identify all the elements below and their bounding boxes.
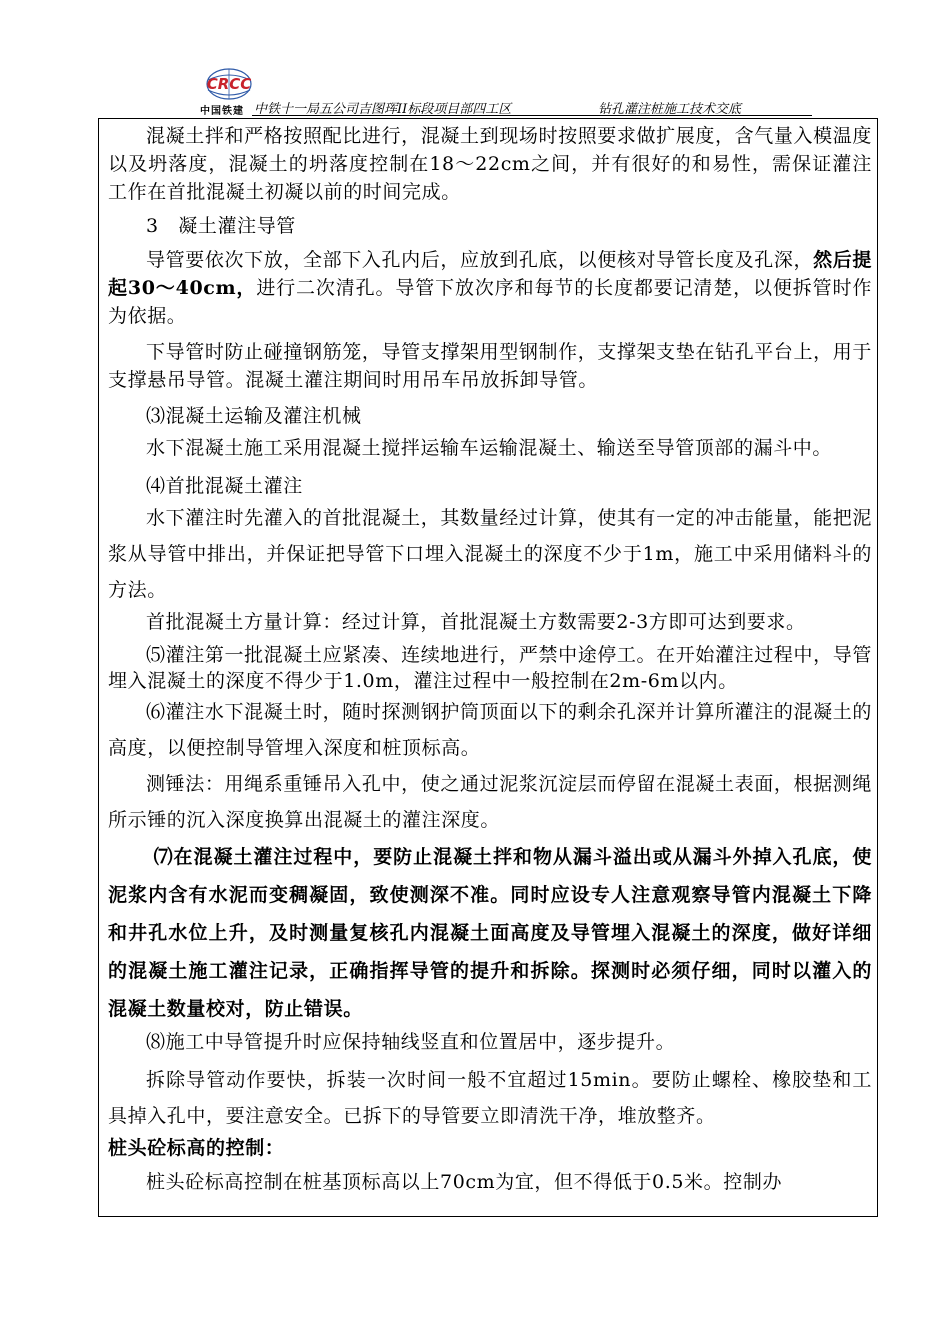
header-document-title: 钻孔灌注桩施工技术交底 [598, 102, 742, 117]
svg-text:CRCC: CRCC [206, 75, 252, 93]
heading-pile-head-elevation: 桩头砼标高的控制： [108, 1137, 285, 1159]
bold-text-segment: 然后提起30～40cm， [108, 249, 872, 299]
paragraph-conduit-lowering [108, 246, 872, 330]
text-segment: 进行二次清孔。导管下放次序和每节的长度都要记清楚，以便拆管时作为依据。 [108, 277, 872, 327]
header-project-name: 中铁十一局五公司吉图珲II标段项目部四工区 [254, 102, 512, 117]
logo-caption: 中国铁建 [200, 106, 244, 117]
heading-transport: ⑶混凝土运输及灌注机械 [146, 405, 362, 427]
document-body [108, 122, 872, 1196]
paragraph-first-pour: 水下灌注时先灌入的首批混凝土，其数量经过计算，使其有一定的冲击能量，能把泥浆从导管中排出，并保证把导管下口埋入混凝土的深度不少于1m，施工中采用储料斗的方法。 [108, 507, 872, 601]
page-header [190, 66, 830, 118]
heading-conduit: 3 凝土灌注导管 [146, 215, 296, 237]
paragraph-mixing: 混凝土拌和严格按照配比进行，混凝土到现场时按照要求做扩展度，含气量入模温度以及坍落度，混凝土的坍落度控制在18～22cm之间，并有很好的和易性，需保证灌注工作在首批混凝土初凝以前的时间完成。 [108, 125, 872, 203]
paragraph-conduit-support: 下导管时防止碰撞钢筋笼，导管支撑架用型钢制作，支撑架支垫在钻孔平台上，用于支撑悬吊导管。混凝土灌注期间时用吊车吊放拆卸导管。 [108, 341, 872, 391]
paragraph-transport: 水下混凝土施工采用混凝土搅拌运输车运输混凝土、输送至导管顶部的漏斗中。 [146, 437, 833, 459]
paragraph-conduit-removal: 拆除导管动作要快，拆装一次时间一般不宜超过15min。要防止螺栓、橡胶垫和工具掉入孔中，要注意安全。已拆下的导管要立即清洗干净，堆放整齐。 [108, 1069, 872, 1127]
heading-first-pour: ⑷首批混凝土灌注 [146, 475, 303, 497]
header-divider [252, 115, 812, 116]
paragraph-hammer-method: 测锤法：用绳系重锤吊入孔中，使之通过泥浆沉淀层而停留在混凝土表面，根据测绳所示锤的沉入深度换算出混凝土的灌注深度。 [108, 773, 872, 831]
paragraph-volume-calc: 首批混凝土方量计算：经过计算，首批混凝土方数需要2-3方即可达到要求。 [146, 611, 806, 633]
paragraph-pour-precautions: ⑺在混凝土灌注过程中，要防止混凝土拌和物从漏斗溢出或从漏斗外掉入孔底，使泥浆内含有水泥而变稠凝固，致使测深不准。同时应设专人注意观察导管内混凝土下降和井孔水位上升，及时测量复核孔内混凝土面高度及导管埋入混凝土的深度，做好详细的混凝土施工灌注记录，正确指挥导管的提升和拆除。探测时必须仔细，同时以灌入的混凝土数量校对，防止错误。 [108, 846, 872, 1020]
document-frame [98, 118, 878, 1217]
paragraph-depth-monitoring: ⑹灌注水下混凝土时，随时探测钢护筒顶面以下的剩余孔深并计算所灌注的混凝土的高度，以便控制导管埋入深度和桩顶标高。 [108, 701, 872, 759]
text-segment: 导管要依次下放，全部下入孔内后，应放到孔底，以便核对导管长度及孔深， [146, 249, 814, 271]
paragraph-conduit-lifting: ⑻施工中导管提升时应保持轴线竖直和位置居中，逐步提升。 [146, 1031, 676, 1053]
paragraph-continuous-pour: ⑸灌注第一批混凝土应紧凑、连续地进行，严禁中途停工。在开始灌注过程中，导管埋入混凝土的深度不得少于1.0m，灌注过程中一般控制在2m-6m以内。 [108, 644, 872, 692]
paragraph-pile-head-elevation: 桩头砼标高控制在桩基顶标高以上70cm为宜，但不得低于0.5米。控制办 [146, 1171, 783, 1193]
